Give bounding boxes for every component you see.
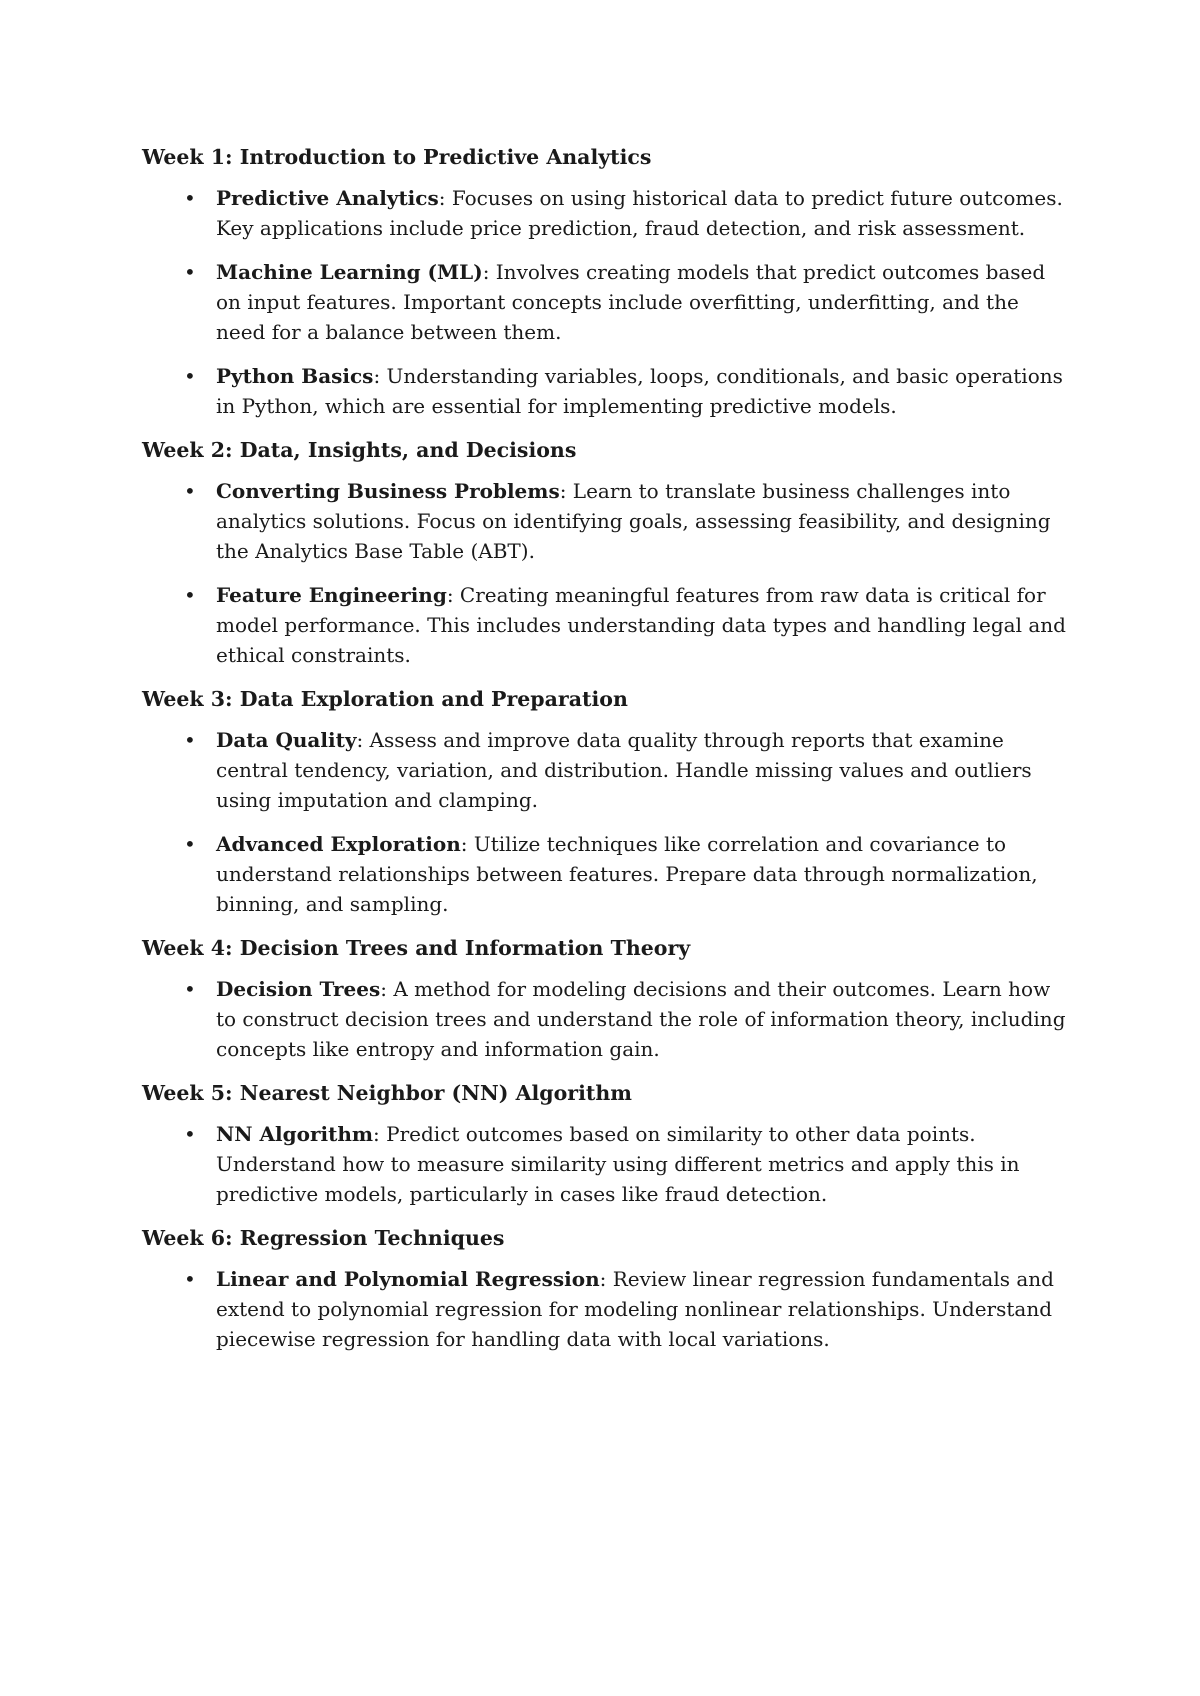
bullet-term: Python Basics (216, 364, 374, 388)
bullet-term: Converting Business Problems (216, 479, 560, 503)
list-item (142, 183, 1072, 243)
bullet-term: Feature Engineering (216, 583, 447, 607)
bullet-text: : Utilize techniques like correlation and covariance to understand relationships between features. Prepare data through normalization, binning, and sampling. (216, 832, 1038, 916)
bullet-text: : Learn to translate business challenges into analytics solutions. Focus on identifying goals, assessing feasibility, and designing the Analytics Base Table (ABT). (216, 479, 1051, 563)
bullet-icon: • (184, 364, 196, 388)
bullet-icon: • (184, 728, 196, 752)
list-item (142, 476, 1072, 566)
bullet-icon: • (184, 977, 196, 1001)
bullet-icon: • (184, 186, 196, 210)
bullet-text: : Focuses on using historical data to predict future outcomes. Key applications include price prediction, fraud detection, and risk assessment. (216, 186, 1063, 240)
bullet-term: Linear and Polynomial Regression (216, 1267, 600, 1291)
list-item (142, 1264, 1072, 1354)
bullet-icon: • (184, 832, 196, 856)
bullet-icon: • (184, 260, 196, 284)
bullet-text: : Creating meaningful features from raw data is critical for model performance. This includes understanding data types and handling legal and ethical constraints. (216, 583, 1066, 667)
week-2-bullet-list (142, 476, 1072, 670)
bullet-icon: • (184, 1122, 196, 1146)
week-5-section (142, 1078, 1072, 1209)
list-item (142, 1119, 1072, 1209)
week-3-section (142, 684, 1072, 919)
week-1-heading: Week 1: Introduction to Predictive Analytics (142, 145, 652, 169)
week-6-bullet-list (142, 1264, 1072, 1354)
week-1-bullet-list (142, 183, 1072, 421)
week-3-bullet-list (142, 725, 1072, 919)
list-item (142, 725, 1072, 815)
list-item (142, 974, 1072, 1064)
week-2-section (142, 435, 1072, 670)
bullet-text: : Involves creating models that predict outcomes based on input features. Important concepts include overfitting, underfitting, and the need for a balance between them. (216, 260, 1046, 344)
bullet-icon: • (184, 583, 196, 607)
list-item (142, 361, 1072, 421)
list-item (142, 580, 1072, 670)
bullet-text: : Assess and improve data quality through reports that examine central tendency, variation, and distribution. Handle missing values and outliers using imputation and clamping. (216, 728, 1032, 812)
bullet-term: Advanced Exploration (216, 832, 461, 856)
week-4-section (142, 933, 1072, 1064)
bullet-term: Predictive Analytics (216, 186, 439, 210)
bullet-term: Machine Learning (ML) (216, 260, 483, 284)
bullet-text: : Understanding variables, loops, conditionals, and basic operations in Python, which are essential for implementing predictive models. (216, 364, 1063, 418)
week-6-section (142, 1223, 1072, 1354)
bullet-text: : A method for modeling decisions and their outcomes. Learn how to construct decision trees and understand the role of information theory, including concepts like entropy and information gain. (216, 977, 1066, 1061)
week-4-heading: Week 4: Decision Trees and Information Theory (142, 936, 691, 960)
week-5-bullet-list (142, 1119, 1072, 1209)
bullet-text: : Predict outcomes based on similarity to other data points. Understand how to measure similarity using different metrics and apply this in predictive models, particularly in cases like fraud detection. (216, 1122, 1020, 1206)
bullet-term: Decision Trees (216, 977, 381, 1001)
bullet-icon: • (184, 1267, 196, 1291)
bullet-term: Data Quality (216, 728, 357, 752)
bullet-icon: • (184, 479, 196, 503)
list-item (142, 257, 1072, 347)
week-5-heading: Week 5: Nearest Neighbor (NN) Algorithm (142, 1081, 632, 1105)
list-item (142, 829, 1072, 919)
week-2-heading: Week 2: Data, Insights, and Decisions (142, 438, 577, 462)
bullet-term: NN Algorithm (216, 1122, 374, 1146)
week-4-bullet-list (142, 974, 1072, 1064)
week-3-heading: Week 3: Data Exploration and Preparation (142, 687, 628, 711)
week-1-section (142, 142, 1072, 421)
bullet-text: : Review linear regression fundamentals and extend to polynomial regression for modeling nonlinear relationships. Understand piecewise regression for handling data with local variations. (216, 1267, 1054, 1351)
week-6-heading: Week 6: Regression Techniques (142, 1226, 505, 1250)
